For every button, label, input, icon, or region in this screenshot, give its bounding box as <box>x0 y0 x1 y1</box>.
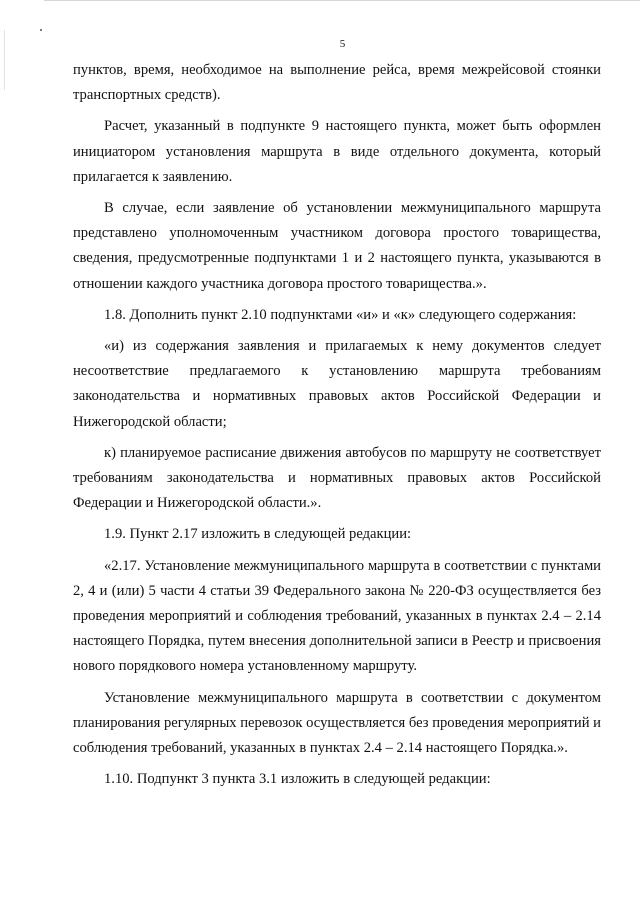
scan-speck <box>40 29 42 31</box>
paragraph-item-1-10: 1.10. Подпункт 3 пункта 3.1 изложить в следующей редакции: <box>104 771 491 788</box>
document-body <box>73 58 601 798</box>
paragraph-item-1-8: 1.8. Дополнить пункт 2.10 подпунктами «и» и «к» следующего содержания: <box>104 306 577 323</box>
paragraph-planning-document: Установление межмуниципального маршрута в соответствии с документом планирования регулярных перевозок осуществляется без проведения мероприятий и соблюдения требований, указанных в пунктах 2.4 – 2.14 настоящего Порядка.». <box>73 689 601 757</box>
paragraph-item-2-17: «2.17. Установление межмуниципального маршрута в соответствии с пунктами 2, 4 и (или) 5 части 4 статьи 39 Федерального закона № 220-ФЗ осуществляется без проведения мероприятий и соблюдения требований, указанных в пунктах 2.4 – 2.14 настоящего Порядка, путем внесения дополнительной записи в Реестр и присвоения нового порядкового номера установленному маршруту. <box>73 557 601 675</box>
page-number: 5 <box>339 38 346 50</box>
paragraph-calculation: Расчет, указанный в подпункте 9 настоящего пункта, может быть оформлен инициатором установления маршрута в виде отдельного документа, который прилагается к заявлению. <box>73 118 601 185</box>
paragraph-subitem-i: «и) из содержания заявления и прилагаемых к нему документов следует несоответствие предлагаемого к установлению маршрута требованиям законодательства и нормативных правовых актов Российской Федерации и Нижегородской области; <box>73 338 601 430</box>
paragraph-item-1-9: 1.9. Пункт 2.17 изложить в следующей редакции: <box>104 526 412 543</box>
paragraph-subitem-k: к) планируемое расписание движения автобусов по маршруту не соответствует требованиям законодательства и нормативных правовых актов Российской Федерации и Нижегородской области.». <box>73 444 601 512</box>
paragraph-partnership: В случае, если заявление об установлении межмуниципального маршрута представлено уполномоченным участником договора простого товарищества, сведения, предусмотренные подпунктами 1 и 2 настоящего пункта, указываются в отношении каждого участника договора простого товарищества.». <box>73 200 601 292</box>
paragraph-continuation: пунктов, время, необходимое на выполнение рейса, время межрейсовой стоянки транспортных средств). <box>73 62 601 104</box>
scan-top-edge <box>44 0 640 1</box>
